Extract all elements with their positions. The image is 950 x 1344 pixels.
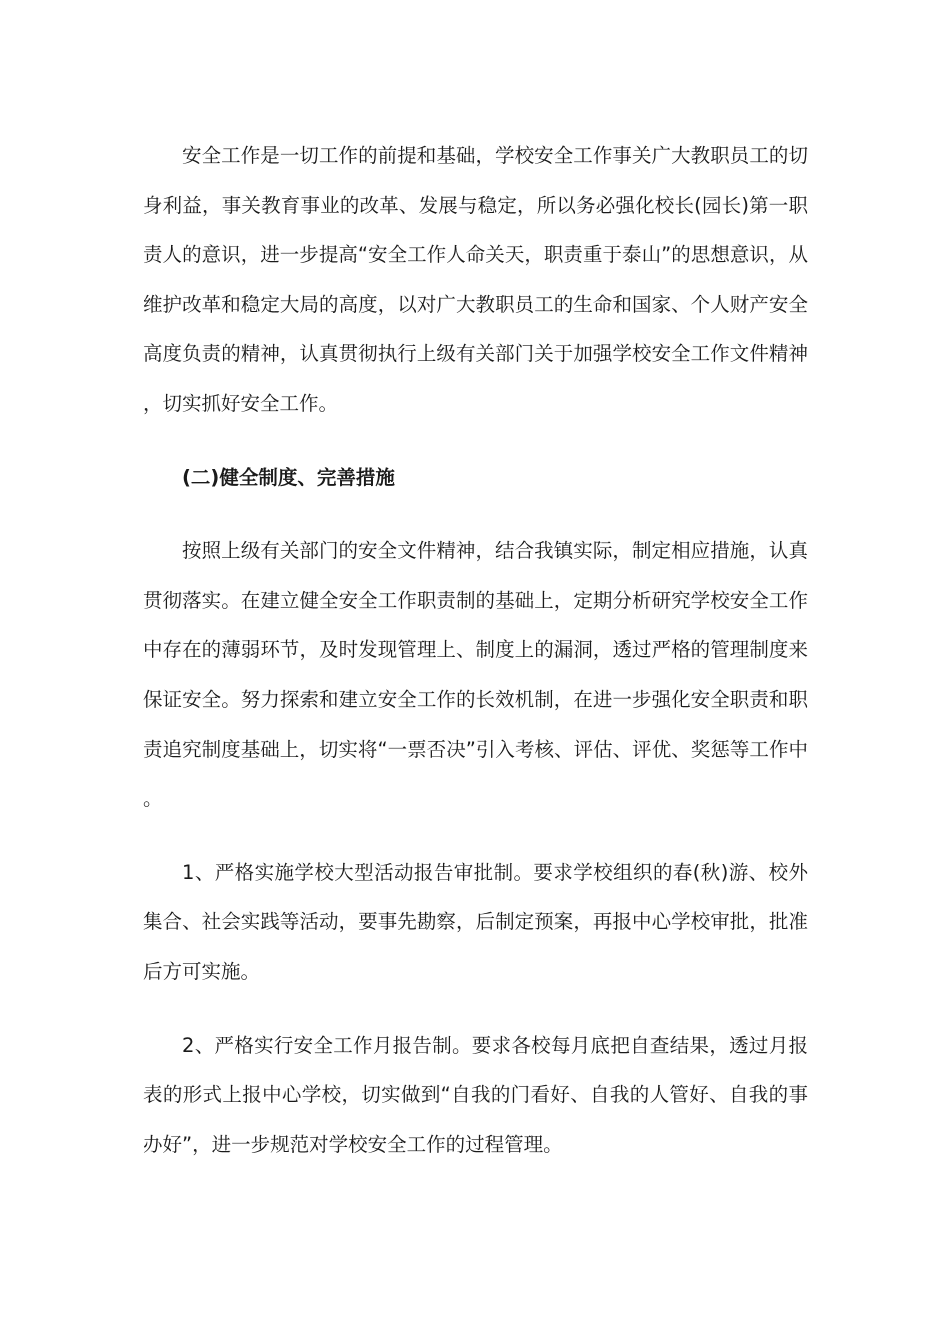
paragraph-safety-principle: 安全工作是一切工作的前提和基础，学校安全工作事关广大教职员工的切身利益，事关教育事业的改革、发展与稳定，所以务必强化校长(园长)第一职责人的意识，进一步提高“安全工作人命关天，职责重于泰山”的思想意识，从维护改革和稳定大局的高度，以对广大教职员工的生命和国家、个人财产安全高度负责的精神，认真贯彻执行上级有关部门关于加强学校安全工作文件精神，切实抓好安全工作。 <box>143 144 808 415</box>
document-body <box>143 131 808 1169</box>
paragraph-implementation-measures: 按照上级有关部门的安全文件精神，结合我镇实际，制定相应措施，认真贯彻落实。在建立健全安全工作职责制的基础上，定期分析研究学校安全工作中存在的薄弱环节，及时发现管理上、制度上的漏洞，透过严格的管理制度来保证安全。努力探索和建立安全工作的长效机制，在进一步强化安全职责和职责追究制度基础上，切实将“一票否决”引入考核、评估、评优、奖惩等工作中。 <box>143 539 808 811</box>
paragraph-spacer <box>143 997 808 1021</box>
paragraph-spacer <box>143 502 808 526</box>
paragraph-spacer <box>143 429 808 453</box>
paragraph-item-2-monthly-report: 2、严格实行安全工作月报告制。要求各校每月底把自查结果，透过月报表的形式上报中心学校，切实做到“自我的门看好、自我的人管好、自我的事办好”，进一步规范对学校安全工作的过程管理。 <box>143 1033 808 1156</box>
paragraph-spacer <box>143 824 808 848</box>
paragraph-item-1-activity-approval: 1、严格实施学校大型活动报告审批制。要求学校组织的春(秋)游、校外集合、社会实践等活动，要事先勘察，后制定预案，再报中心学校审批，批准后方可实施。 <box>143 860 808 983</box>
section-heading-improve-system: (二)健全制度、完善措施 <box>182 465 395 489</box>
